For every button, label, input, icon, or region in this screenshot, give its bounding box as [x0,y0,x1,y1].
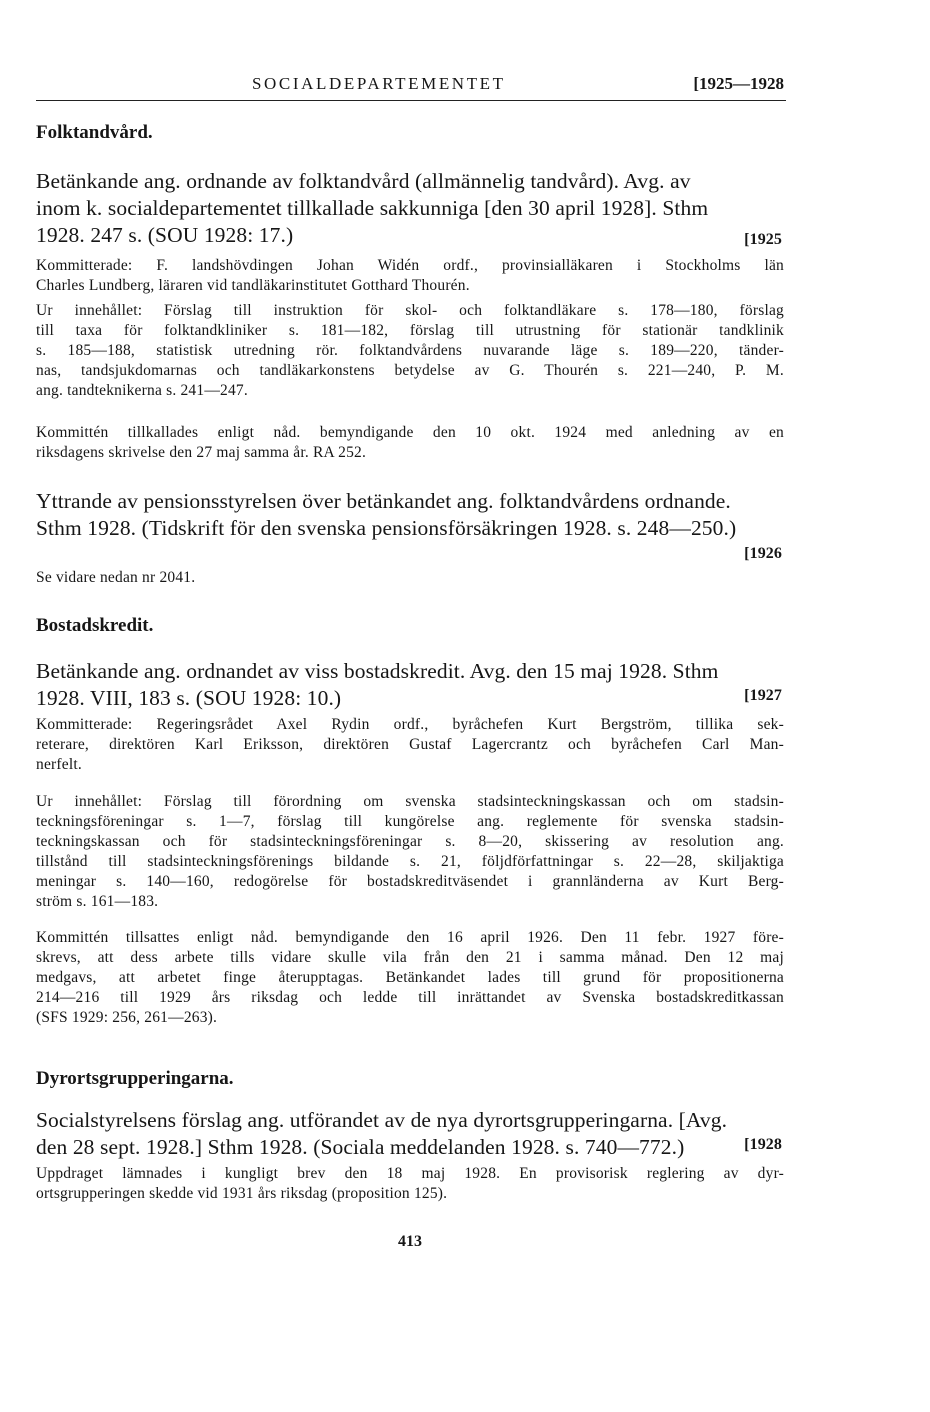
note-line: s. 185—188, statistisk utredning rör. folktandvårdens nuvarande läge s. 189—220, tänder- [36,342,784,359]
entry-line: inom k. socialdepartementet tillkallade sakkunniga [den 30 april 1928]. Sthm [36,196,709,220]
entry-number: [1926 [744,545,782,562]
note-line: Se vidare nedan nr 2041. [36,569,196,586]
note-line: till taxa för folktandkliniker s. 181—182, förslag till utrustning för stationär tandklinik [36,322,784,339]
entry-line: den 28 sept. 1928.] Sthm 1928. (Sociala meddelanden 1928. s. 740—772.) [36,1135,685,1159]
innehall-note [36,301,784,401]
entry-1926 [36,488,786,562]
note-line: nas, tandsjukdomarnas och tandläkarkonstens betydelse av G. Thourén s. 221—240, P. M. [36,362,784,379]
section-heading-folktandvard: Folktandvård. [36,122,153,143]
entry-number: [1925 [744,231,782,248]
innehall-note [36,792,784,912]
running-head: SOCIALDEPARTEMENTET [252,74,506,93]
note-line: teckningsföreningar s. 1—7, förslag till kungörelse ang. reglemente för svenska stadsin- [36,813,784,830]
note-line: medgavs, att arbetet finge återupptagas. Betänkandet lades till grund för propositionerna [36,969,784,986]
entry-line: 1928. VIII, 183 s. (SOU 1928: 10.) [36,686,342,710]
note-line: teckningskassan och för stadsinteckningsföreningar s. 8—20, skissering av resolution ang. [36,833,784,850]
note-line: ström s. 161—183. [36,893,159,910]
entry-number: [1927 [744,687,782,704]
see-also-note [36,568,784,588]
note-line: nerfelt. [36,756,82,773]
note-line: Kommittén tillsattes enligt nåd. bemyndigande den 16 april 1926. Den 11 febr. 1927 före- [36,929,784,946]
entry-line: Socialstyrelsens förslag ang. utförandet av de nya dyrortsgrupperingarna. [Avg. [36,1108,728,1132]
note-line: (SFS 1929: 256, 261—263). [36,1009,218,1026]
entry-line: Yttrande av pensionsstyrelsen över betänkandet ang. folktandvårdens ordnande. [36,489,731,513]
note-line: skrevs, att dess arbete tills vidare skulle vila från den 21 i samma månad. Den 12 maj [36,949,784,966]
note-line: Ur innehållet: Förslag till instruktion för skol- och folktandläkare s. 178—180, förslag [36,302,784,319]
entry-number: [1928 [744,1136,782,1153]
note-line: ang. tandteknikerna s. 241—247. [36,382,248,399]
note-line: Kommitterade: Regeringsrådet Axel Rydin ordf., byråchefen Kurt Bergström, tillika sek- [36,716,784,733]
kommitterade-note [36,715,784,775]
kommitterade-note [36,256,784,296]
note-line: Uppdraget lämnades i kungligt brev den 18 maj 1928. En provisorisk reglering av dyr- [36,1165,784,1182]
note-line: Charles Lundberg, läraren vid tandläkarinstitutet Gotthard Thourén. [36,277,470,294]
note-line: 214—216 till 1929 års riksdag och ledde till inrättandet av Svenska bostadskreditkassan [36,989,784,1006]
entry-line: Sthm 1928. (Tidskrift för den svenska pensionsförsäkringen 1928. s. 248—250.) [36,516,737,540]
entry-line: 1928. 247 s. (SOU 1928: 17.) [36,223,294,247]
note-line: ortsgrupperingen skedde vid 1931 års riksdag (proposition 125). [36,1185,448,1202]
section-heading-dyrortsgrupperingarna: Dyrortsgrupperingarna. [36,1068,234,1089]
year-range: [1925—1928 [693,74,784,93]
page-number: 413 [398,1233,422,1250]
entry-1927 [36,658,786,712]
entry-line: Betänkande ang. ordnandet av viss bostadskredit. Avg. den 15 maj 1928. Sthm [36,659,719,683]
entry-1925 [36,168,786,249]
entry-line: Betänkande ang. ordnande av folktandvård (allmännelig tandvård). Avg. av [36,169,691,193]
note-line: reterare, direktören Karl Eriksson, direktören Gustaf Lagercrantz och byråchefen Carl Man- [36,736,784,753]
section-heading-bostadskredit: Bostadskredit. [36,615,154,636]
note-line: Kommittén tillkallades enligt nåd. bemyndigande den 10 okt. 1924 med anledning av en [36,424,784,441]
note-line: meningar s. 140—160, redogörelse för bostadskreditväsendet i grannländerna av Kurt Berg- [36,873,784,890]
tillsattes-note [36,928,784,1028]
page-header [36,72,786,101]
tillkallades-note [36,423,784,463]
note-line: tillstånd till stadsinteckningsförenings bildande s. 21, följdförfattningar s. 22—28, skiljaktiga [36,853,784,870]
uppdraget-note [36,1164,784,1204]
note-line: riksdagens skrivelse den 27 maj samma år. RA 252. [36,444,367,461]
note-line: Ur innehållet: Förslag till förordning om svenska stadsinteckningskassan och om stadsin- [36,793,784,810]
entry-1928 [36,1107,786,1161]
note-line: Kommitterade: F. landshövdingen Johan Widén ordf., provinsialläkaren i Stockholms län [36,257,784,274]
